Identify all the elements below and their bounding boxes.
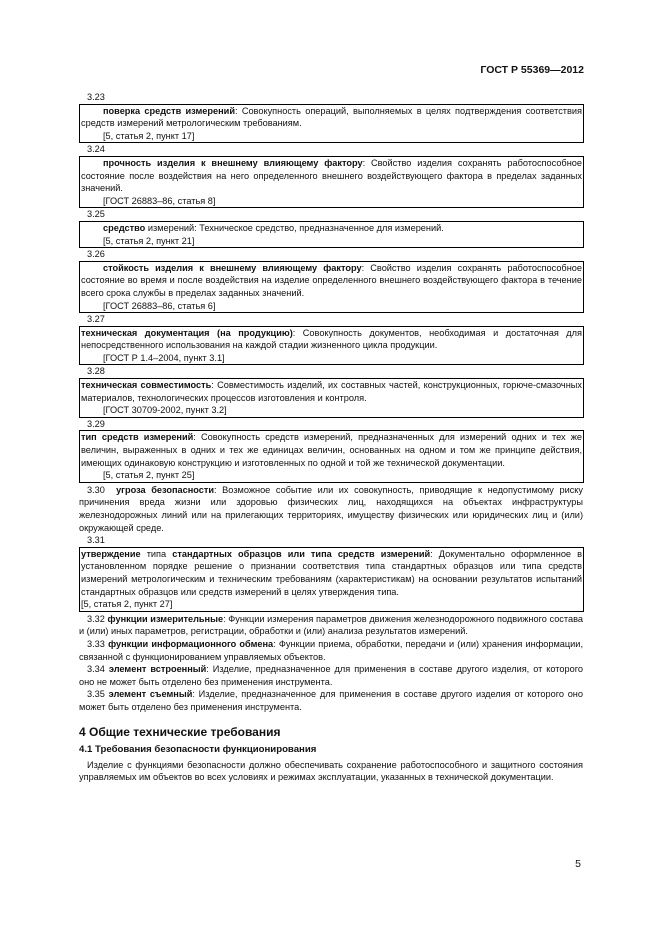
- term-source: [5, статья 2, пункт 25]: [103, 470, 195, 481]
- term-name: элемент съемный: [108, 689, 193, 700]
- term-box: [79, 326, 584, 366]
- term-number: 3.33: [87, 638, 105, 649]
- term-number: 3.35: [87, 689, 105, 700]
- term-source: [ГОСТ 30709-2002, пункт 3.2]: [103, 405, 227, 416]
- subsection-heading: 4.1 Требования безопасности функционирования: [79, 744, 317, 756]
- term-text: : Свойство изделия сохранять работоспособное состояние после воздействия на него определенного внешнего воздействующего фактора в пределах заданных значений.: [81, 157, 582, 194]
- term-number: 3.30: [87, 484, 105, 495]
- term-number: 3.32: [87, 613, 105, 624]
- term-name: угроза безопасности: [116, 484, 215, 495]
- term-name: средство: [103, 222, 146, 233]
- term-name: тип средств измерений: [81, 432, 194, 443]
- page-number: 5: [575, 858, 581, 870]
- term-definition: [81, 548, 582, 598]
- term-source: [5, статья 2, пункт 21]: [103, 235, 195, 246]
- term-definition: [81, 379, 582, 404]
- term-box: [79, 156, 584, 208]
- section-heading: 4 Общие технические требования: [79, 724, 281, 739]
- term-text: : Совместимость изделий, их составных частей, конструкционных, горюче-смазочных материалов, технологических процессов изготовления и контроля.: [81, 380, 582, 403]
- term-name: функции информационного обмена: [108, 638, 274, 649]
- term-source: [ГОСТ 26883–86, статья 8]: [103, 195, 216, 206]
- term-box: [79, 378, 584, 418]
- term-text: : Совокупность документов, необходимая и достаточная для непосредственного использования на каждой стадии жизненного цикла продукции.: [81, 327, 582, 351]
- term-number: 3.31: [87, 535, 105, 546]
- term-definition: [81, 262, 582, 300]
- term-name: техническая документация (на продукцию): [81, 327, 293, 338]
- term-number: 3.26: [87, 249, 105, 260]
- term-box: [79, 221, 584, 248]
- term-source: [5, статья 2, пункт 27]: [81, 599, 173, 610]
- term-text: типа: [140, 548, 173, 559]
- term-box: [79, 430, 584, 482]
- term-text: измерений: Техническое средство, предназначенное для измерений.: [145, 222, 444, 233]
- term-name: техническая совместимость: [81, 380, 212, 391]
- term-text: : Изделие, предназначенное для применения в составе другого изделия, от которого оно не может быть отделено без применения инструмента.: [79, 664, 583, 687]
- term-name: прочность изделия к внешнему влияющему фактору: [103, 157, 363, 168]
- section-paragraph: Изделие с функциями безопасности должно обеспечивать сохранение работоспособного и защитного состояния управляемых им объектов во всех условиях и режимах эксплуатации, указанных в технической документации.: [79, 759, 583, 783]
- term-number: 3.28: [87, 366, 105, 377]
- term-definition: [81, 105, 582, 130]
- term-source: [ГОСТ Р 1.4–2004, пункт 3.1]: [103, 352, 225, 363]
- term-text: : Возможное событие или их совокупность, приводящие к недопустимому риску причинения вреда жизни или здоровью физических лиц, находящихся на объектах инфраструктуры железнодорожных линий или на прилегающих территориях, имуществу физических или юридических лиц и (или) окружающей среде.: [79, 484, 584, 533]
- term-name: поверка средств измерений: [103, 105, 235, 116]
- term-name: стойкость изделия к внешнему влияющему фактору: [103, 262, 362, 273]
- document-content: [79, 91, 583, 784]
- term-number: 3.25: [87, 209, 105, 220]
- term-text: : Изделие, предназначенное для применения в составе другого изделия от которого оно может быть отделено без применения инструмента.: [79, 689, 583, 712]
- term-definition: [81, 157, 582, 195]
- term-definition: [79, 638, 583, 663]
- term-definition: [79, 663, 583, 688]
- term-number: 3.34: [87, 664, 105, 675]
- term-definition: [81, 222, 582, 235]
- term-text: : Совокупность средств измерений, предназначенных для измерений одних и тех же величин, выраженных в одних и тех же единицах величин, основанных на одном и том же принципе действия, имеющих одинаковую конструкцию и изготовленных по одной и той же технической документации.: [81, 432, 582, 468]
- term-box: [79, 547, 584, 612]
- term-definition: [81, 431, 582, 469]
- term-number: 3.29: [87, 418, 105, 429]
- term-source: [5, статья 2, пункт 17]: [103, 130, 195, 141]
- term-definition: [81, 327, 582, 352]
- standard-number: ГОСТ Р 55369—2012: [480, 64, 584, 76]
- term-box: [79, 261, 584, 313]
- term-name: элемент встроенный: [108, 664, 207, 675]
- term-name-cont: стандартных образцов или типа средств измерений: [172, 548, 431, 559]
- term-definition: [79, 613, 583, 638]
- term-text: : Документально оформленное в установленном порядке решение о признании соответствия типа стандартных образцов или типа средств измерений метрологическим и техническим требованиям (характеристикам) на основании результатов испытаний стандартных образцов или средств измерений в целях утверждения типа.: [81, 548, 583, 597]
- term-number: 3.23: [87, 92, 105, 102]
- term-text: : Совокупность операций, выполняемых в целях подтверждения соответствия средств измерений метрологическим требованиям.: [81, 105, 582, 129]
- term-definition: [79, 688, 583, 713]
- term-text: : Свойство изделия сохранять работоспособное состояние во время и после воздействия на изделие определенного внешнего воздействующего фактора в течение всего срока службы в пределах заданных значений.: [81, 262, 582, 298]
- term-source: [ГОСТ 26883–86, статья 6]: [103, 300, 216, 311]
- term-text: : Функции измерения параметров движения железнодорожного подвижного состава и (или) иных параметров, регистрации, обработки и (или) анализа результатов измерений.: [79, 613, 583, 637]
- term-number: 3.24: [87, 144, 105, 155]
- term-number: 3.27: [87, 314, 105, 325]
- term-name: утверждение: [81, 548, 141, 559]
- term-name: функции измерительные: [107, 613, 224, 624]
- term-definition: [79, 484, 583, 534]
- term-box: [79, 104, 584, 144]
- term-text: : Функции приема, обработки, передачи и (или) хранения информации, связанной с функционированием управляемых объектов.: [79, 638, 583, 662]
